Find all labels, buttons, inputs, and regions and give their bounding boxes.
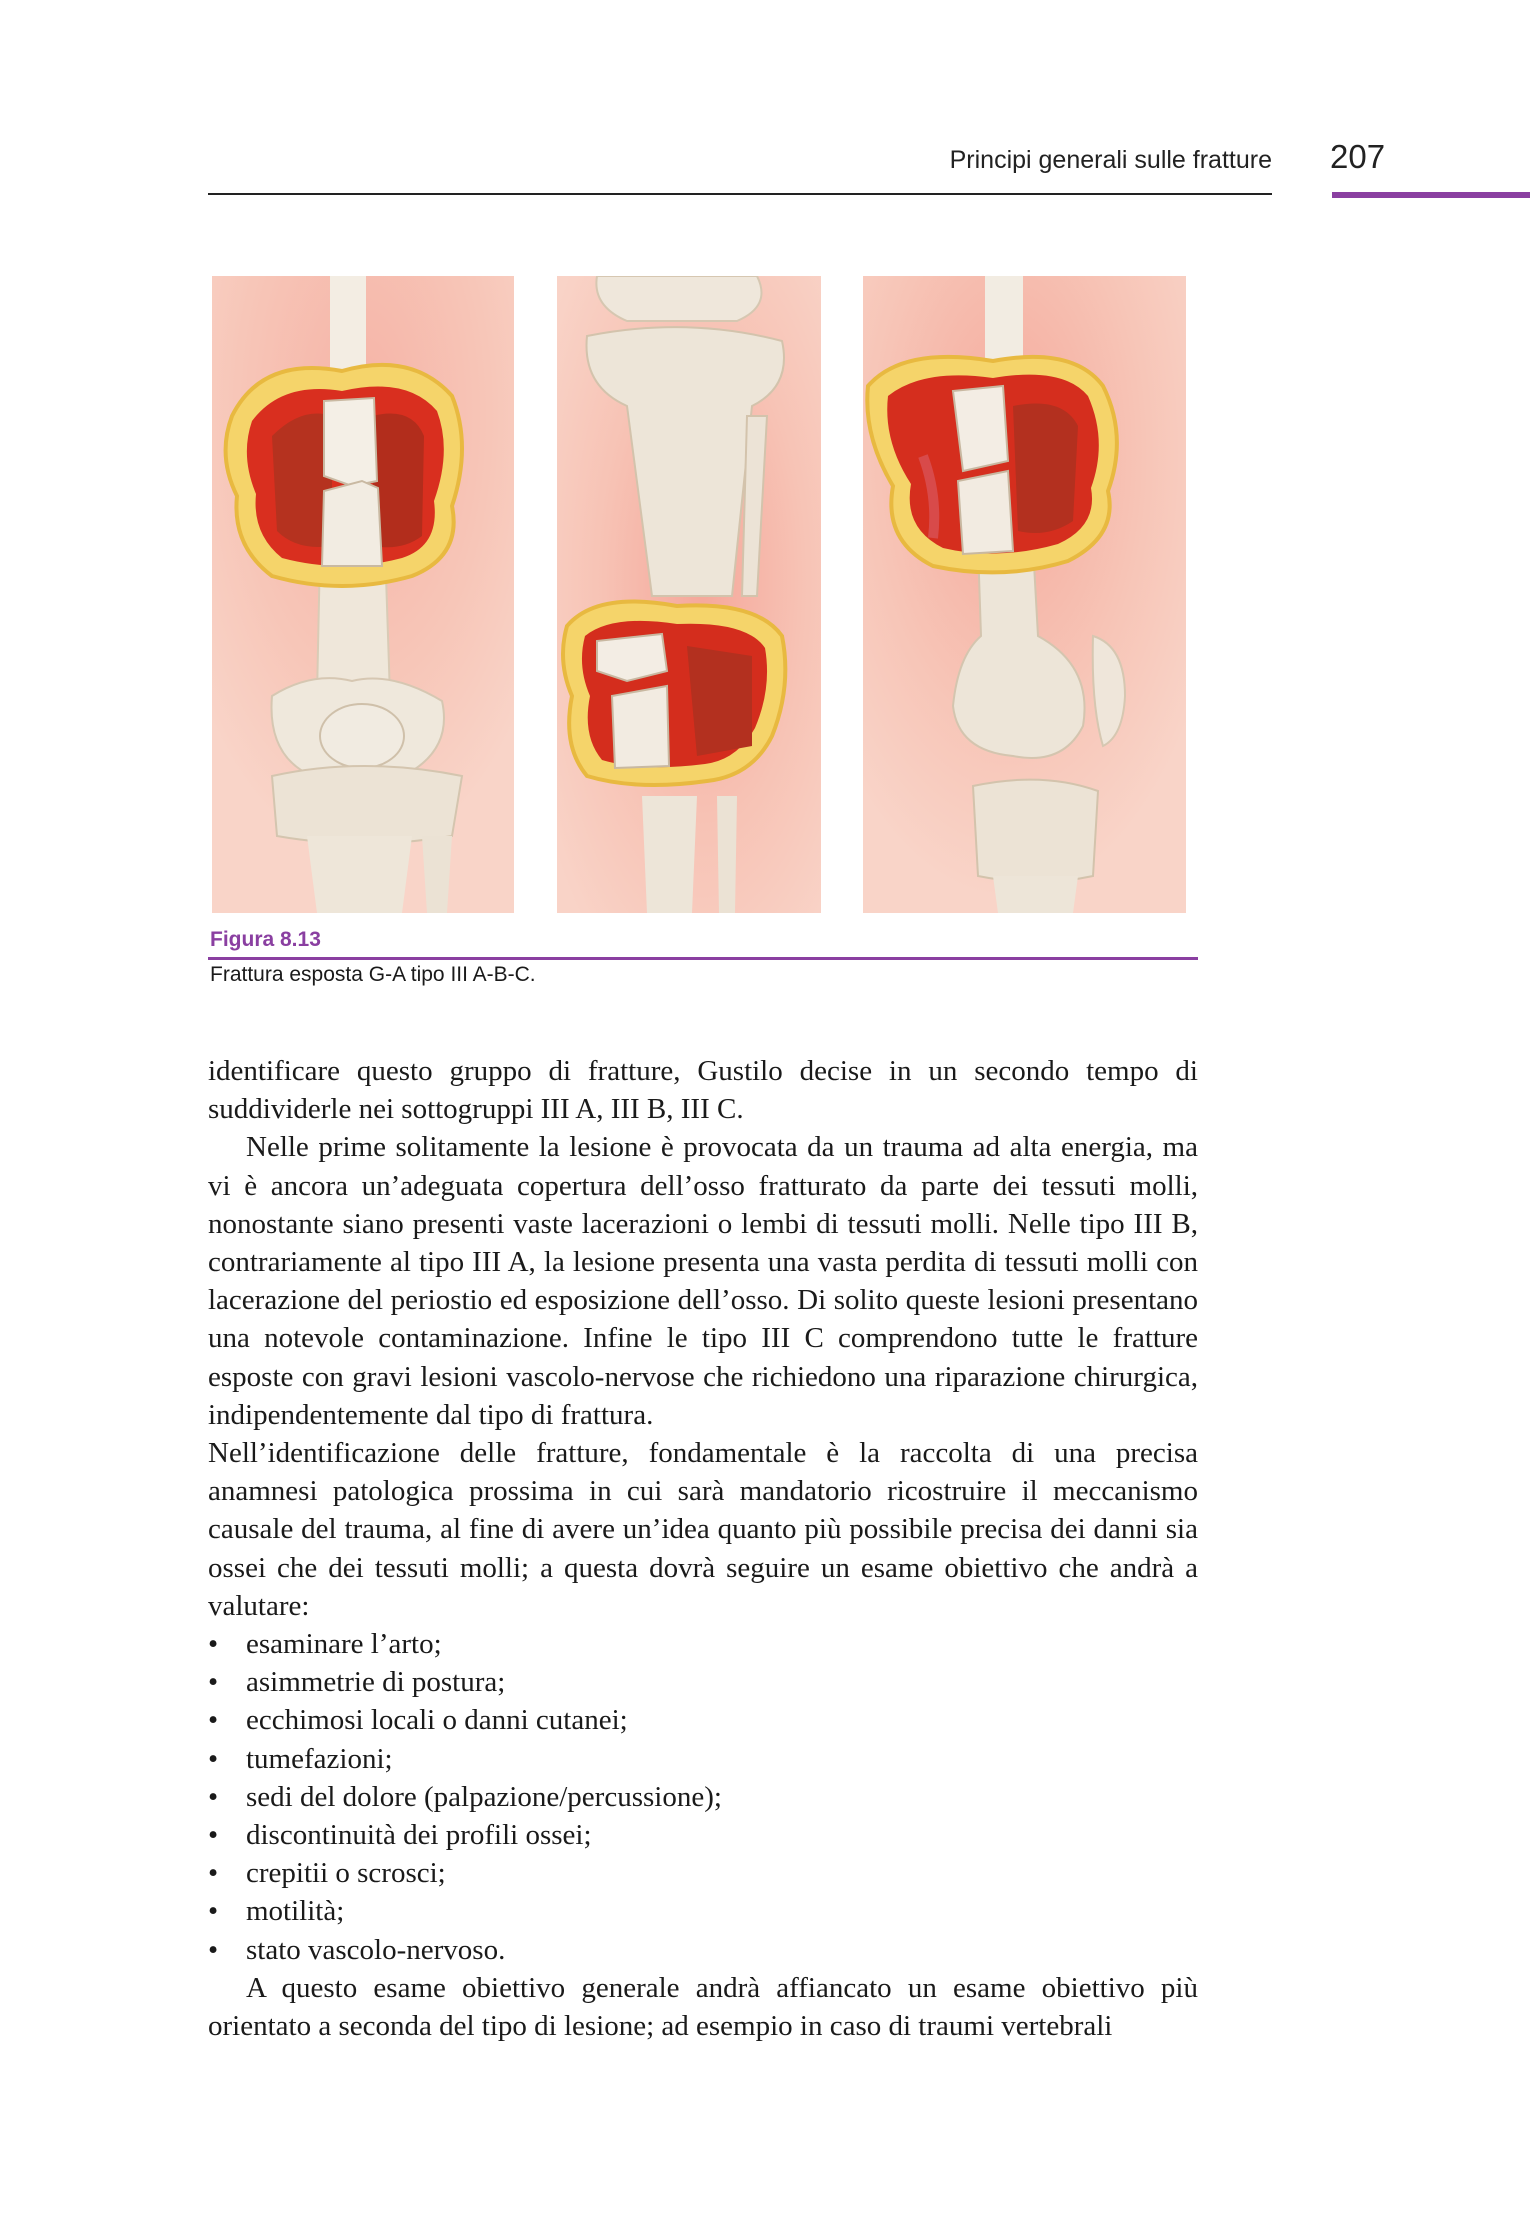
paragraph-2: Nelle prime solitamente la lesione è provocata da un trauma ad alta energia, ma vi è ancora un’adeguata copertura dell’osso fratturato da parte dei tessuti molli, nonostante siano presenti vaste lacerazioni o lembi di tessuti molli. Nelle tipo III B, contrariamente al tipo III A, la lesione presenta una vasta perdita di tessuti molli con lacerazione del periostio ed esposizione dell’osso. Di solito queste lesioni presentano una notevole contaminazione. Infine le tipo III C comprendono tutte le fratture esposte con gravi lesioni vascolo-nervose che richiedono una riparazione chirurgica, indipendentemente dal tipo di frattura. — [208, 1131, 1198, 1431]
illustration-type-iii-a — [212, 276, 514, 913]
bullet-marker: • — [208, 1742, 219, 1775]
bullet-marker: • — [208, 1666, 219, 1699]
bullet-list — [208, 1625, 1198, 1969]
list-item-text: asimmetrie di postura; — [246, 1666, 506, 1699]
list-item — [208, 1740, 1198, 1778]
paragraph-closing: A questo esame obiettivo generale andrà affiancato un esame obiettivo più orientato a seconda del tipo di lesione; ad esempio in caso di traumi vertebrali — [208, 1971, 1198, 2043]
paragraph-3: Nell’identificazione delle fratture, fondamentale è la raccolta di una precisa anamnesi patologica prossima in cui sarà mandatorio ricostruire il meccanismo causale del trauma, al fine di avere un’idea quanto più possibile precisa dei danni sia ossei che dei tessuti molli; a questa dovrà seguire un esame obiettivo che andrà a valutare: — [208, 1437, 1198, 1622]
list-item-text: stato vascolo-nervoso. — [246, 1933, 506, 1966]
bullet-marker: • — [208, 1819, 219, 1852]
list-item — [208, 1854, 1198, 1892]
bullet-marker: • — [208, 1780, 219, 1813]
bullet-marker: • — [208, 1933, 219, 1966]
list-item-text: motilità; — [246, 1895, 345, 1928]
page-number: 207 — [1330, 138, 1386, 175]
list-item — [208, 1892, 1198, 1930]
bullet-marker: • — [208, 1704, 219, 1737]
bullet-marker: • — [208, 1628, 219, 1661]
list-item-text: crepitii o scrosci; — [246, 1857, 446, 1890]
list-item-text: sedi del dolore (palpazione/percussione); — [246, 1780, 722, 1813]
header-rule — [208, 193, 1272, 195]
list-item-text: esaminare l’arto; — [246, 1628, 442, 1661]
figure-label: Figura 8.13 — [210, 928, 321, 951]
list-item — [208, 1663, 1198, 1701]
bullet-marker: • — [208, 1857, 219, 1890]
list-item-text: ecchimosi locali o danni cutanei; — [246, 1704, 628, 1737]
list-item-text: tumefazioni; — [246, 1742, 393, 1775]
list-item — [208, 1701, 1198, 1739]
paragraph-1: identificare questo gruppo di fratture, Gustilo decise in un secondo tempo di suddividerle nei sottogruppi III A, III B, III C. — [208, 1055, 1198, 1126]
bullet-marker: • — [208, 1895, 219, 1928]
illustration-type-iii-c — [863, 276, 1186, 913]
caption-rule — [208, 957, 1198, 960]
figure-caption: Frattura esposta G-A tipo III A-B-C. — [210, 963, 536, 986]
header-accent-bar — [1332, 192, 1530, 198]
running-header-title: Principi generali sulle fratture — [949, 146, 1272, 174]
list-item — [208, 1625, 1198, 1663]
illustration-type-iii-b — [557, 276, 821, 913]
list-item — [208, 1931, 1198, 1969]
list-item — [208, 1778, 1198, 1816]
list-item-text: discontinuità dei profili ossei; — [246, 1819, 592, 1852]
list-item — [208, 1816, 1198, 1854]
body-text — [208, 1052, 1198, 2045]
